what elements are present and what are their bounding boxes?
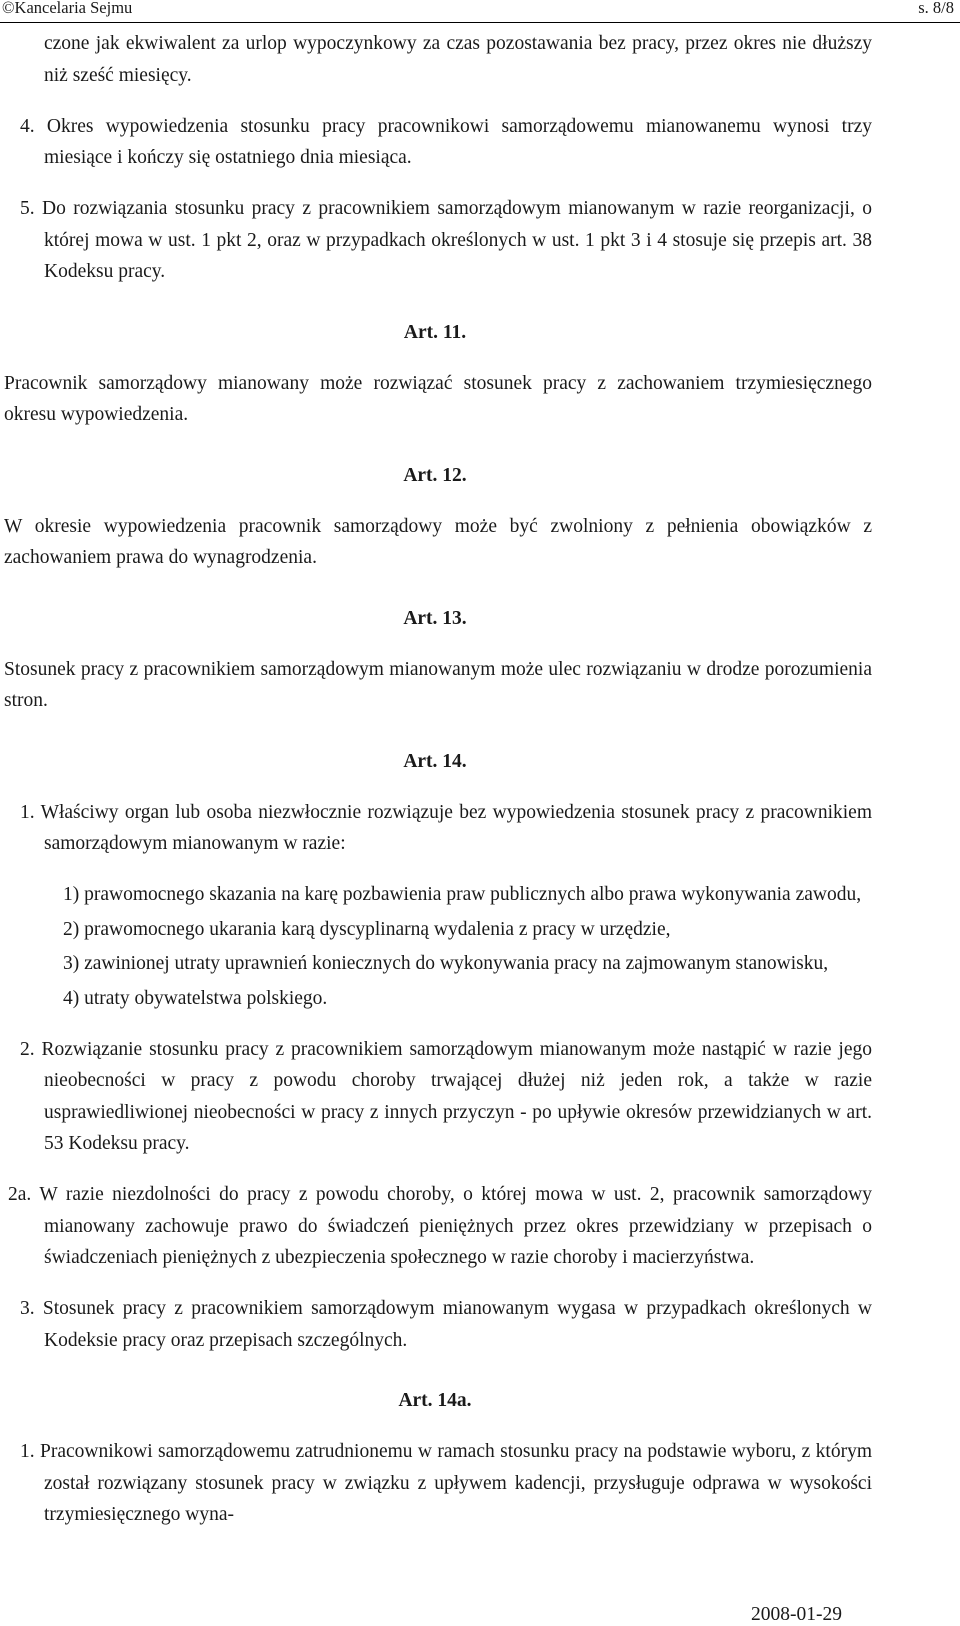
article-14-point-2: 2) prawomocnego ukarania karą dyscyplinarną wydalenia z pracy w urzędzie, [63,918,671,940]
article-12-text: W okresie wypowiedzenia pracownik samorządowy może być zwolniony z pełnienia obowiązków z zachowaniem prawa do wynagrodzenia. [4,515,872,568]
paragraph-5: 5. Do rozwiązania stosunku pracy z pracownikiem samorządowym mianowanym w razie reorganizacji, o której mowa w ust. 1 pkt 2, oraz w przypadkach określonych w ust. 1 pkt 3 i 4 stosuje się przepis art. 38 Kodeksu pracy. [20,198,872,282]
article-14-point-3: 3) zawinionej utraty uprawnień koniecznych do wykonywania pracy na zajmowanym stanowisku, [63,953,829,974]
article-12-title: Art. 12. [403,464,467,486]
article-14-paragraph-1: 1. Właściwy organ lub osoba niezwłocznie rozwiązuje bez wypowiedzenia stosunek pracy z pracownikiem samorządowym mianowanym w razie: [20,801,872,854]
page-header [0,0,960,23]
article-14-point-1: 1) prawomocnego skazania na karę pozbawienia praw publicznych albo prawa wykonywania zawodu, [63,884,862,905]
article-11-title: Art. 11. [403,321,467,343]
article-14-point-4: 4) utraty obywatelstwa polskiego. [63,987,328,1009]
header-publisher: ©Kancelaria Sejmu [2,0,133,17]
document-body [0,28,960,1550]
article-14a-paragraph-1: 1. Pracownikowi samorządowemu zatrudnionemu w ramach stosunku pracy na podstawie wyboru, z którym został rozwiązany stosunek pracy w związku z upływem kadencji, przysługuje odprawa w wysokości trzymiesięcznego wyna- [20,1441,872,1525]
article-14-paragraph-2a: 2a. W razie niezdolności do pracy z powodu choroby, o której mowa w ust. 2, pracownik samorządowy mianowany zachowuje prawo do świadczeń pieniężnych przez okres przewidziany w przepisach o świadczeniach pieniężnych z ubezpieczenia społecznego w razie choroby i macierzyństwa. [8,1184,872,1268]
article-13-text: Stosunek pracy z pracownikiem samorządowym mianowanym może ulec rozwiązaniu w drodze porozumienia stron. [4,658,872,711]
article-14a-title: Art. 14a. [398,1390,472,1411]
article-11-text: Pracownik samorządowy mianowany może rozwiązać stosunek pracy z zachowaniem trzymiesięcznego okresu wypowiedzenia. [4,372,872,425]
header-page-number: s. 8/8 [918,0,954,17]
article-14-title: Art. 14. [403,750,467,772]
article-13-title: Art. 13. [403,607,467,629]
paragraph-4: 4. Okres wypowiedzenia stosunku pracy pracownikowi samorządowemu mianowanemu wynosi trzy miesiące i kończy się ostatniego dnia miesiąca. [20,115,872,168]
article-14-paragraph-2: 2. Rozwiązanie stosunku pracy z pracownikiem samorządowym mianowanym może nastąpić w razie jego nieobecności w pracy z powodu choroby trwającej dłużej niż jeden rok, a także w razie usprawiedliwionej nieobecności w pracy z innych przyczyn - po upływie okresów przewidzianych w art. 53 Kodeksu pracy. [20,1038,872,1154]
continued-paragraph: czone jak ekwiwalent za urlop wypoczynkowy za czas pozostawania bez pracy, przez okres nie dłuższy niż sześć miesięcy. [44,33,872,86]
footer-date: 2008-01-29 [751,1604,842,1625]
article-14-paragraph-3: 3. Stosunek pracy z pracownikiem samorządowym mianowanym wygasa w przypadkach określonych w Kodeksie pracy oraz przepisach szczególnych. [20,1298,872,1351]
